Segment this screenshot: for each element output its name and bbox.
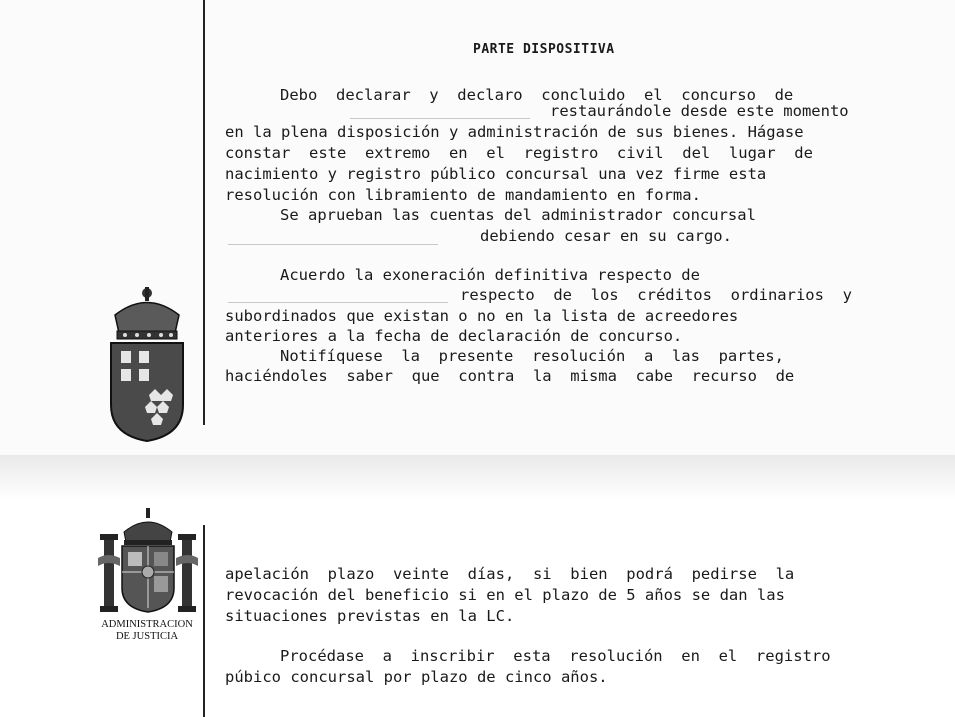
text-line: Procédase a inscribir esta resolución en el registro	[280, 647, 831, 665]
text-line: revocación del beneficio si en el plazo de 5 años se dan las	[225, 586, 785, 604]
text-line: constar este extremo en el registro civil del lugar de	[225, 144, 813, 162]
text-line: en la plena disposición y administración de sus bienes. Hágase	[225, 123, 804, 141]
text-line: nacimiento y registro público concursal una vez firme esta	[225, 165, 767, 183]
text-line: Se aprueban las cuentas del administrador concursal	[280, 206, 756, 224]
text-line: subordinados que existan o no en la lista de acreedores	[225, 307, 739, 325]
text-line: restaurándole desde este momento	[550, 102, 849, 120]
document-page-2	[0, 500, 955, 717]
murcia-coat-of-arms-icon	[105, 285, 189, 445]
spain-coat-of-arms-icon	[98, 508, 198, 616]
text-line: anteriores a la fecha de declaración de concurso.	[225, 327, 683, 345]
emblem-label: ADMINISTRACION	[101, 619, 193, 630]
text-line: situaciones previstas en la LC.	[225, 607, 515, 625]
text-line: resolución con libramiento de mandamiento en forma.	[225, 186, 701, 204]
text-line: haciéndoles saber que contra la misma cabe recurso de	[225, 367, 795, 385]
text-line: Debo declarar y declaro concluido el concurso de	[280, 86, 794, 104]
redacted-field	[350, 106, 530, 119]
redacted-field	[228, 232, 438, 245]
text-line: apelación plazo veinte días, si bien podrá pedirse la	[225, 565, 795, 583]
text-line: debiendo cesar en su cargo.	[480, 227, 732, 245]
section-heading: PARTE DISPOSITIVA	[473, 42, 615, 57]
text-line: Notifíquese la presente resolución a las partes,	[280, 347, 784, 365]
page-separator	[0, 455, 955, 500]
redacted-field	[228, 290, 448, 303]
margin-line	[203, 525, 205, 717]
emblem-label: DE JUSTICIA	[115, 631, 179, 642]
text-line: púbico concursal por plazo de cinco años.	[225, 668, 608, 686]
text-line: Acuerdo la exoneración definitiva respecto de	[280, 266, 700, 284]
text-line: respecto de los créditos ordinarios y	[460, 286, 852, 304]
margin-line	[203, 0, 205, 425]
